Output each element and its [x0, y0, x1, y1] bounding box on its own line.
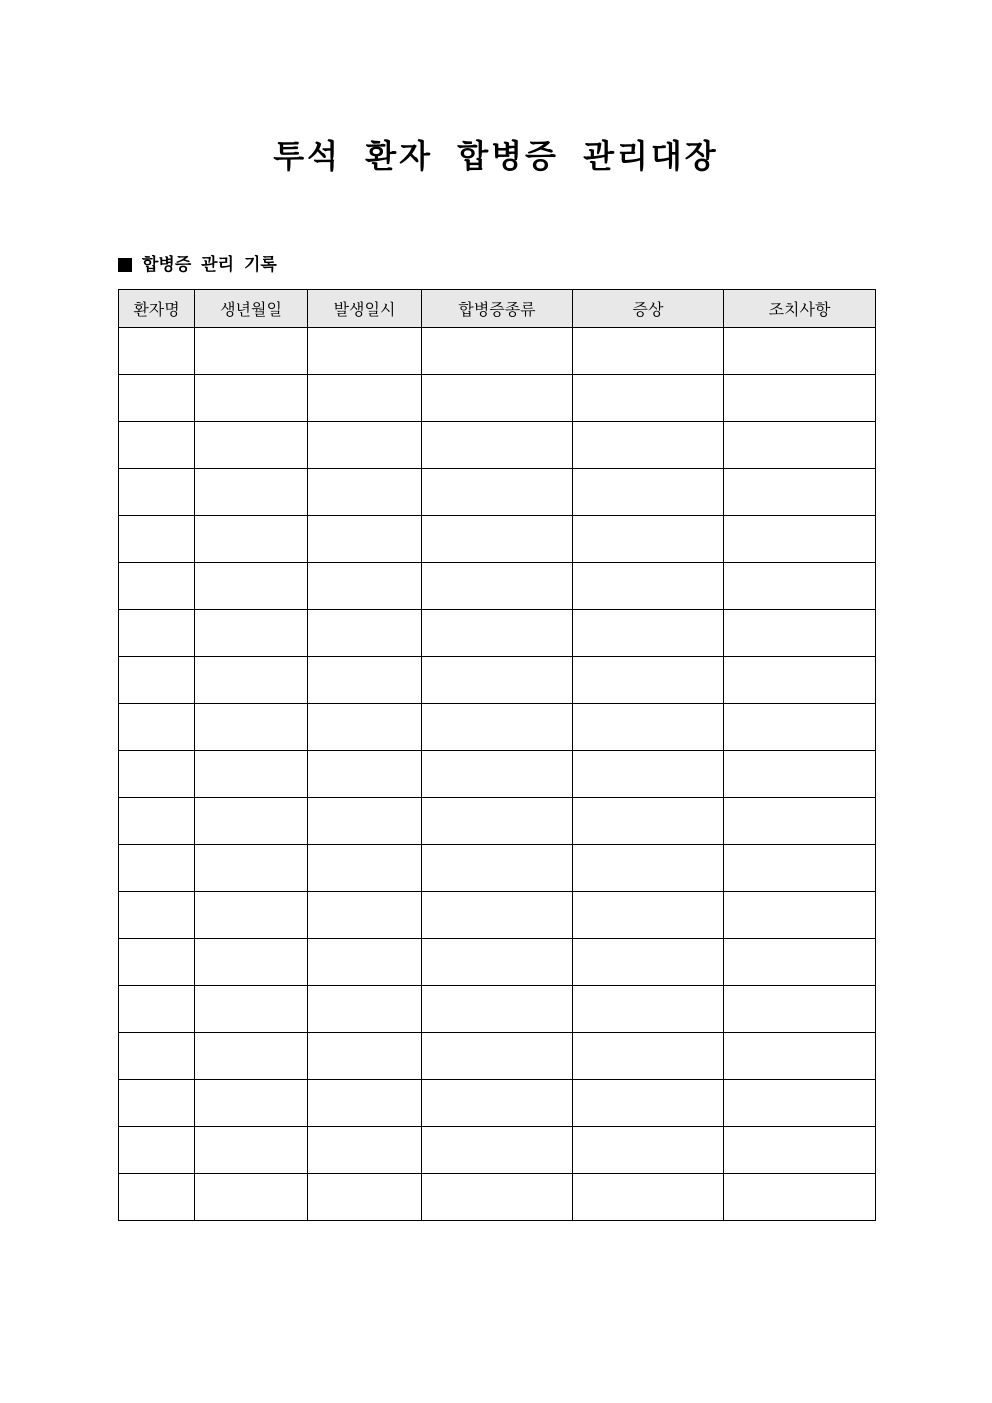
complication-type-cell[interactable]	[422, 1033, 573, 1080]
table-row	[119, 1127, 876, 1174]
table-row	[119, 375, 876, 422]
complication-type-cell[interactable]	[422, 986, 573, 1033]
occurrence-datetime-cell[interactable]	[308, 328, 422, 375]
complication-type-cell[interactable]	[422, 422, 573, 469]
symptoms-cell[interactable]	[573, 1080, 724, 1127]
column-header-symptoms: 증상	[573, 290, 724, 328]
symptoms-cell[interactable]	[573, 328, 724, 375]
table-row	[119, 704, 876, 751]
occurrence-datetime-cell[interactable]	[308, 516, 422, 563]
patient-name-cell[interactable]	[119, 469, 195, 516]
birth-date-cell[interactable]	[195, 1174, 308, 1221]
actions-taken-cell[interactable]	[724, 798, 876, 845]
birth-date-cell[interactable]	[195, 563, 308, 610]
symptoms-cell[interactable]	[573, 1127, 724, 1174]
actions-taken-cell[interactable]	[724, 657, 876, 704]
complication-type-cell[interactable]	[422, 375, 573, 422]
birth-date-cell[interactable]	[195, 1080, 308, 1127]
patient-name-cell[interactable]	[119, 798, 195, 845]
patient-name-cell[interactable]	[119, 610, 195, 657]
actions-taken-cell[interactable]	[724, 751, 876, 798]
actions-taken-cell[interactable]	[724, 516, 876, 563]
complication-type-cell[interactable]	[422, 751, 573, 798]
table-row	[119, 563, 876, 610]
occurrence-datetime-cell[interactable]	[308, 892, 422, 939]
table-row	[119, 1080, 876, 1127]
occurrence-datetime-cell[interactable]	[308, 422, 422, 469]
section-heading-label: 합병증 관리 기록	[142, 255, 277, 275]
patient-name-cell[interactable]	[119, 1174, 195, 1221]
birth-date-cell[interactable]	[195, 986, 308, 1033]
patient-name-cell[interactable]	[119, 986, 195, 1033]
patient-name-cell[interactable]	[119, 328, 195, 375]
actions-taken-cell[interactable]	[724, 1174, 876, 1221]
actions-taken-cell[interactable]	[724, 892, 876, 939]
patient-name-cell[interactable]	[119, 1127, 195, 1174]
table-row	[119, 1174, 876, 1221]
complication-type-cell[interactable]	[422, 939, 573, 986]
actions-taken-cell[interactable]	[724, 939, 876, 986]
occurrence-datetime-cell[interactable]	[308, 939, 422, 986]
symptoms-cell[interactable]	[573, 798, 724, 845]
birth-date-cell[interactable]	[195, 375, 308, 422]
patient-name-cell[interactable]	[119, 375, 195, 422]
symptoms-cell[interactable]	[573, 751, 724, 798]
occurrence-datetime-cell[interactable]	[308, 986, 422, 1033]
occurrence-datetime-cell[interactable]	[308, 845, 422, 892]
actions-taken-cell[interactable]	[724, 375, 876, 422]
patient-name-cell[interactable]	[119, 563, 195, 610]
patient-name-cell[interactable]	[119, 422, 195, 469]
birth-date-cell[interactable]	[195, 939, 308, 986]
occurrence-datetime-cell[interactable]	[308, 657, 422, 704]
patient-name-cell[interactable]	[119, 751, 195, 798]
complication-type-cell[interactable]	[422, 704, 573, 751]
symptoms-cell[interactable]	[573, 375, 724, 422]
birth-date-cell[interactable]	[195, 798, 308, 845]
symptoms-cell[interactable]	[573, 469, 724, 516]
section-heading	[118, 252, 277, 278]
complication-type-cell[interactable]	[422, 892, 573, 939]
table-row	[119, 751, 876, 798]
occurrence-datetime-cell[interactable]	[308, 469, 422, 516]
birth-date-cell[interactable]	[195, 657, 308, 704]
occurrence-datetime-cell[interactable]	[308, 704, 422, 751]
birth-date-cell[interactable]	[195, 516, 308, 563]
patient-name-cell[interactable]	[119, 516, 195, 563]
table-row	[119, 939, 876, 986]
column-header-patient-name: 환자명	[119, 290, 195, 328]
table-header-row	[119, 290, 876, 328]
actions-taken-cell[interactable]	[724, 469, 876, 516]
symptoms-cell[interactable]	[573, 422, 724, 469]
birth-date-cell[interactable]	[195, 1033, 308, 1080]
symptoms-cell[interactable]	[573, 892, 724, 939]
birth-date-cell[interactable]	[195, 751, 308, 798]
actions-taken-cell[interactable]	[724, 563, 876, 610]
symptoms-cell[interactable]	[573, 845, 724, 892]
table-row	[119, 986, 876, 1033]
patient-name-cell[interactable]	[119, 939, 195, 986]
symptoms-cell[interactable]	[573, 704, 724, 751]
occurrence-datetime-cell[interactable]	[308, 1080, 422, 1127]
column-header-birth-date: 생년월일	[195, 290, 308, 328]
column-header-occurrence-datetime: 발생일시	[308, 290, 422, 328]
occurrence-datetime-cell[interactable]	[308, 751, 422, 798]
complication-type-cell[interactable]	[422, 1080, 573, 1127]
table-row	[119, 328, 876, 375]
occurrence-datetime-cell[interactable]	[308, 798, 422, 845]
table-row	[119, 422, 876, 469]
table-row	[119, 657, 876, 704]
complication-record-table	[118, 289, 876, 1221]
actions-taken-cell[interactable]	[724, 1080, 876, 1127]
symptoms-cell[interactable]	[573, 939, 724, 986]
actions-taken-cell[interactable]	[724, 422, 876, 469]
document-title: 투석 환자 합병증 관리대장	[273, 137, 719, 175]
complication-type-cell[interactable]	[422, 328, 573, 375]
complication-type-cell[interactable]	[422, 610, 573, 657]
patient-name-cell[interactable]	[119, 1080, 195, 1127]
complication-type-cell[interactable]	[422, 469, 573, 516]
patient-name-cell[interactable]	[119, 892, 195, 939]
table-row	[119, 469, 876, 516]
actions-taken-cell[interactable]	[724, 1033, 876, 1080]
actions-taken-cell[interactable]	[724, 845, 876, 892]
birth-date-cell[interactable]	[195, 610, 308, 657]
complication-type-cell[interactable]	[422, 1127, 573, 1174]
occurrence-datetime-cell[interactable]	[308, 563, 422, 610]
actions-taken-cell[interactable]	[724, 328, 876, 375]
square-bullet-icon	[118, 258, 132, 272]
complication-type-cell[interactable]	[422, 657, 573, 704]
symptoms-cell[interactable]	[573, 610, 724, 657]
table-row	[119, 516, 876, 563]
table-row	[119, 1033, 876, 1080]
patient-name-cell[interactable]	[119, 1033, 195, 1080]
birth-date-cell[interactable]	[195, 422, 308, 469]
table-row	[119, 892, 876, 939]
table-row	[119, 845, 876, 892]
birth-date-cell[interactable]	[195, 704, 308, 751]
occurrence-datetime-cell[interactable]	[308, 375, 422, 422]
occurrence-datetime-cell[interactable]	[308, 1033, 422, 1080]
symptoms-cell[interactable]	[573, 1033, 724, 1080]
complication-type-cell[interactable]	[422, 798, 573, 845]
column-header-complication-type: 합병증종류	[422, 290, 573, 328]
occurrence-datetime-cell[interactable]	[308, 610, 422, 657]
birth-date-cell[interactable]	[195, 845, 308, 892]
actions-taken-cell[interactable]	[724, 704, 876, 751]
patient-name-cell[interactable]	[119, 845, 195, 892]
patient-name-cell[interactable]	[119, 704, 195, 751]
actions-taken-cell[interactable]	[724, 1127, 876, 1174]
complication-type-cell[interactable]	[422, 563, 573, 610]
complication-type-cell[interactable]	[422, 516, 573, 563]
birth-date-cell[interactable]	[195, 328, 308, 375]
table-row	[119, 798, 876, 845]
birth-date-cell[interactable]	[195, 1127, 308, 1174]
symptoms-cell[interactable]	[573, 516, 724, 563]
birth-date-cell[interactable]	[195, 469, 308, 516]
occurrence-datetime-cell[interactable]	[308, 1127, 422, 1174]
symptoms-cell[interactable]	[573, 1174, 724, 1221]
table-row	[119, 610, 876, 657]
birth-date-cell[interactable]	[195, 892, 308, 939]
actions-taken-cell[interactable]	[724, 610, 876, 657]
symptoms-cell[interactable]	[573, 563, 724, 610]
complication-type-cell[interactable]	[422, 1174, 573, 1221]
column-header-actions-taken: 조치사항	[724, 290, 876, 328]
symptoms-cell[interactable]	[573, 986, 724, 1033]
occurrence-datetime-cell[interactable]	[308, 1174, 422, 1221]
symptoms-cell[interactable]	[573, 657, 724, 704]
actions-taken-cell[interactable]	[724, 986, 876, 1033]
complication-type-cell[interactable]	[422, 845, 573, 892]
patient-name-cell[interactable]	[119, 657, 195, 704]
